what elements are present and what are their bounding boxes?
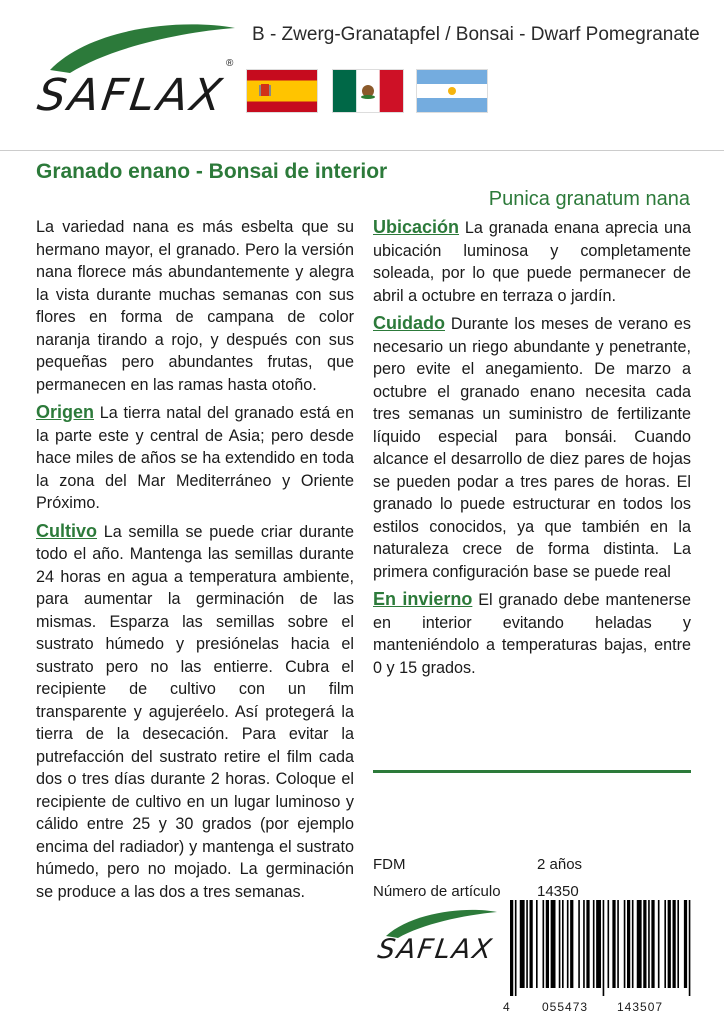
barcode-bar — [689, 900, 691, 996]
barcode-bar — [546, 900, 549, 988]
ubicacion-heading: Ubicación — [373, 217, 460, 237]
origen-text: La tierra natal del granado está en la parte este y central de Asia; pero desde hace miles de años se ha extendido en toda la zona del Mar Mediterráneo y Oriente Próximo. — [36, 404, 354, 512]
barcode-bar — [551, 900, 556, 988]
header-divider — [0, 150, 724, 151]
barcode-bar — [567, 900, 569, 988]
cuidado-heading: Cuidado — [373, 313, 445, 333]
brand-name-small: SAFLAX — [375, 934, 496, 965]
barcode-bar — [559, 900, 561, 988]
barcode-bar — [510, 900, 513, 996]
article-number-value: 14350 — [537, 883, 579, 900]
invierno-heading: En invierno — [373, 589, 473, 609]
origen-paragraph — [36, 401, 354, 515]
green-divider — [373, 770, 691, 773]
fdm-label: FDM — [373, 856, 406, 873]
spain-flag-icon — [247, 70, 317, 112]
article-number-label: Número de artículo — [373, 883, 501, 900]
invierno-text: El granado debe mantenerse en interior evitando heladas y manteniéndolo a temperaturas bajas, entre 0 y 15 grados. — [373, 591, 691, 677]
registered-mark: ® — [226, 58, 234, 69]
barcode-bar — [627, 900, 630, 988]
barcode-digits-right: 143507 — [617, 1000, 664, 1014]
barcode — [510, 900, 692, 996]
intro-paragraph: La variedad nana es más esbelta que su hermano mayor, el granado. Pero la versión nana florece más abundantemente y alegra la vista durante muchas semanas con sus flores en forma de campana de color naranja tirando a rojo, y después con sus pequeñas pero abundantes frutas, que permanecen en las ramas hasta otoño. — [36, 218, 354, 394]
barcode-bar — [617, 900, 619, 988]
barcode-bar — [673, 900, 676, 988]
barcode-digits-left: 055473 — [542, 1000, 589, 1014]
barcode-bar — [624, 900, 626, 988]
barcode-bar — [530, 900, 533, 988]
barcode-bar — [637, 900, 642, 988]
barcode-bar — [543, 900, 545, 988]
mexico-flag-icon — [333, 70, 403, 112]
barcode-bar — [603, 900, 605, 996]
saflax-logo — [30, 18, 245, 128]
barcode-bar — [643, 900, 646, 988]
ubicacion-text: La granada enana aprecia una ubicación luminosa y completamente soleada, por lo que puede permanecer de abril a octubre en terraza o jardín. — [373, 219, 691, 305]
barcode-bar — [562, 900, 564, 988]
cultivo-text: La semilla se puede criar durante todo el año. Mantenga las semillas durante 24 horas en agua a temperatura ambiente, para aumentar la germinación de las mismas. Esparza las semillas sobre el sustrato húmedo y presiónelas hacia el sustrato pero no las entierre. Cubra el recipiente de cultivo con un film transparente y agujeréelo. Así protegerá la tierra de la desecación. Para evitar la putrefacción del sustrato retire el film cada dos o tres días durante 2 horas. Coloque el recipiente de cultivo en un lugar luminoso y cálido entre 25 y 30 grados (por ejemplo encima del radiador) y mantenga el sustrato húmedo, pero no mojado. La germinación se produce a las dos a tres semanas. — [36, 522, 354, 901]
barcode-bar — [520, 900, 525, 988]
barcode-bar — [596, 900, 601, 988]
barcode-bar — [526, 900, 528, 988]
barcode-bar — [664, 900, 666, 988]
cultivo-paragraph — [36, 520, 354, 904]
left-column — [36, 216, 354, 908]
barcode-bar — [648, 900, 650, 988]
barcode-bar — [570, 900, 573, 988]
fdm-value: 2 años — [537, 856, 583, 873]
latin-name: Punica granatum nana — [488, 188, 690, 210]
barcode-bar — [586, 900, 589, 988]
cultivo-heading: Cultivo — [36, 520, 97, 541]
barcode-bar — [515, 900, 517, 996]
leaf-swoosh-icon — [30, 18, 245, 78]
cuidado-paragraph — [373, 312, 691, 583]
brand-name: SAFLAX — [34, 70, 228, 121]
product-title: Granado enano - Bonsai de interior — [36, 160, 388, 183]
barcode-bar — [632, 900, 634, 988]
header-title: B - Zwerg-Granatapfel / Bonsai - Dwarf Pomegranate — [252, 24, 700, 45]
right-column — [373, 216, 691, 684]
origen-heading: Origen — [36, 402, 95, 422]
barcode-bar — [651, 900, 654, 988]
barcode-digit-first: 4 — [503, 1000, 511, 1014]
ubicacion-paragraph — [373, 216, 691, 307]
barcode-bar — [684, 900, 687, 988]
barcode-bar — [677, 900, 679, 988]
cuidado-text: Durante los meses de verano es necesario un riego abundante y penetrante, pero evite el anegamiento. De marzo a octubre el granado enano necesita cada tres semanas un suministro de fertilizante líquido especial para bonsái. Cuando alcance el desarrollo de diez pares de hojas se pueden podar a tres pares de horas. El granado lo puede estructurar en todos los estilos conocidos, ya que también en la naturaleza crece de forma distinta. La primera configuración base se puede real — [373, 315, 691, 581]
barcode-bar — [612, 900, 615, 988]
invierno-paragraph — [373, 588, 691, 679]
barcode-bar — [583, 900, 585, 988]
barcode-bar — [608, 900, 610, 988]
saflax-logo-small — [372, 906, 502, 976]
barcode-bar — [593, 900, 595, 988]
barcode-bar — [658, 900, 660, 988]
barcode-bar — [578, 900, 580, 988]
argentina-flag-icon — [417, 70, 487, 112]
barcode-bar — [536, 900, 538, 988]
barcode-bar — [668, 900, 671, 988]
